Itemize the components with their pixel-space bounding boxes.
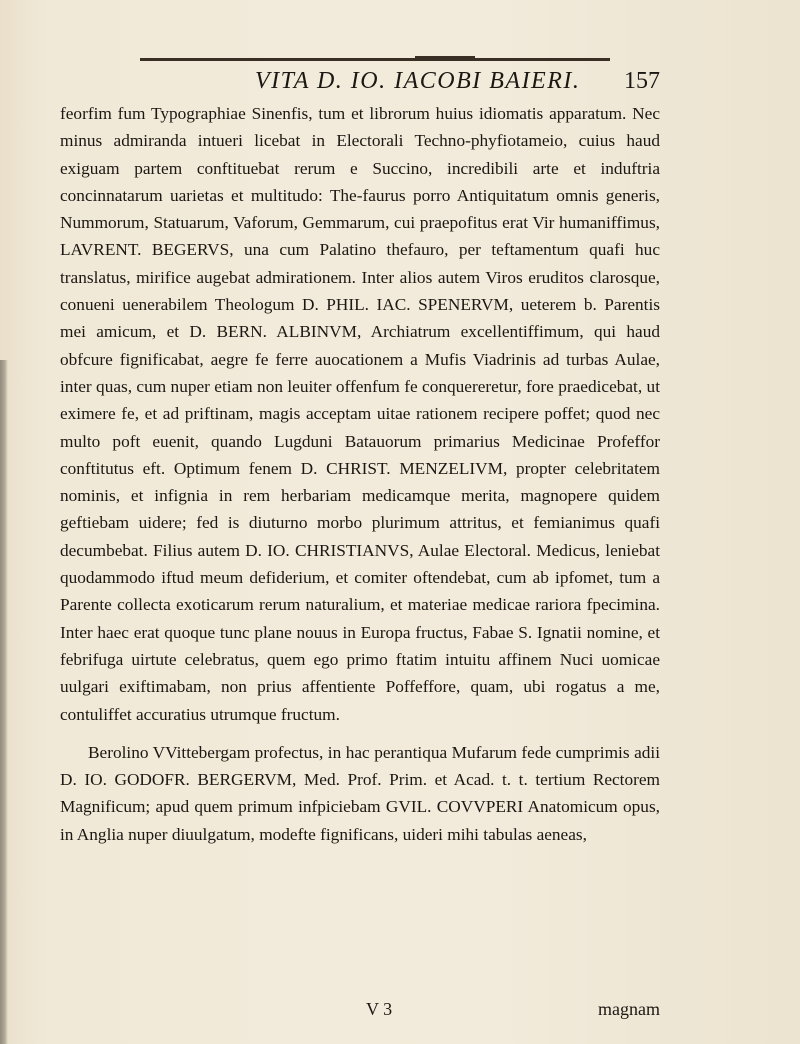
body-text — [60, 100, 660, 848]
catchword: magnam — [598, 999, 660, 1019]
page-header — [140, 68, 660, 98]
running-title: VITA D. IO. IACOBI BAIERI. — [255, 68, 581, 94]
paragraph-1: feorfim fum Typographiae Sinenfis, tum et librorum huius idiomatis apparatum. Nec minus admiranda intueri licebat in Electorali Techno-phyfiotameio, cuius haud exiguam partem conftituebat rerum e Succino, incredibili arte et induftria concinnatarum uarietas et multitudo: The-faurus porro Antiquitatum omnis generis, Nummorum, Statuarum, Vaforum, Gemmarum, cui praepofitus erat Vir humaniffimus, LAVRENT. BEGERVS, una cum Palatino thefauro, per teftamentum quafi huc translatus, mirifice augebat admirationem. Inter alios autem Viros eruditos clarosque, conueni uenerabilem Theologum D. PHIL. IAC. SPENERVM, ueterem b. Parentis mei amicum, et D. BERN. ALBINVM, Archiatrum excellentiffimum, qui haud obfcure fignificabat, aegre fe ferre auocationem a Mufis Viadrinis ad turbas Aulae, inter quas, cum nuper etiam non leuiter offenfum fe conquereretur, fore praedicebat, ut eximere fe, et ad priftinam, magis acceptam uitae rationem recipere poffet; quod nec multo poft euenit, quando Lugduni Batauorum primarius Medicinae Profeffor conftitutus eft. Optimum fenem D. CHRIST. MENZELIVM, propter celebritatem nominis, et infignia in rem herbariam medicamque merita, magnopere quidem geftiebam uidere; fed is diuturno morbo plurimum attritus, et femianimus quafi decumbebat. Filius autem D. IO. CHRISTIANVS, Aulae Electoral. Medicus, leniebat quodammodo iftud meum defiderium, et comiter oftendebat, cum ab ipfomet, tum a Parente collecta exoticarum rerum naturalium, et materiae medicae rariora fpecimina. Inter haec erat quoque tunc plane nouus in Europa fructus, Fabae S. Ignatii nomine, et febrifuga uirtute celebratus, quem ego primo ftatim intuitu affinem Nuci uomicae uulgari exiftimabam, non prius affentiente Poffeffore, quam, ubi rogatus a me, contuliffet accuratius utrumque fructum. — [60, 104, 660, 724]
signature-mark: V 3 — [366, 999, 393, 1019]
binding-shadow — [0, 360, 8, 1044]
paragraph-2: Berolino VVittebergam profectus, in hac perantiqua Mufarum fede cumprimis adii D. IO. GODOFR. BERGERVM, Med. Prof. Prim. et Acad. t. t. tertium Rectorem Magnificum; apud quem primum infpiciebam GVIL. COVVPERI Anatomicum opus, in Anglia nuper diuulgatum, modefte fignificans, uideri mihi tabulas aeneas, — [60, 742, 660, 844]
page-number: 157 — [624, 68, 660, 94]
top-rule — [140, 58, 610, 61]
page-footer — [60, 999, 660, 1027]
